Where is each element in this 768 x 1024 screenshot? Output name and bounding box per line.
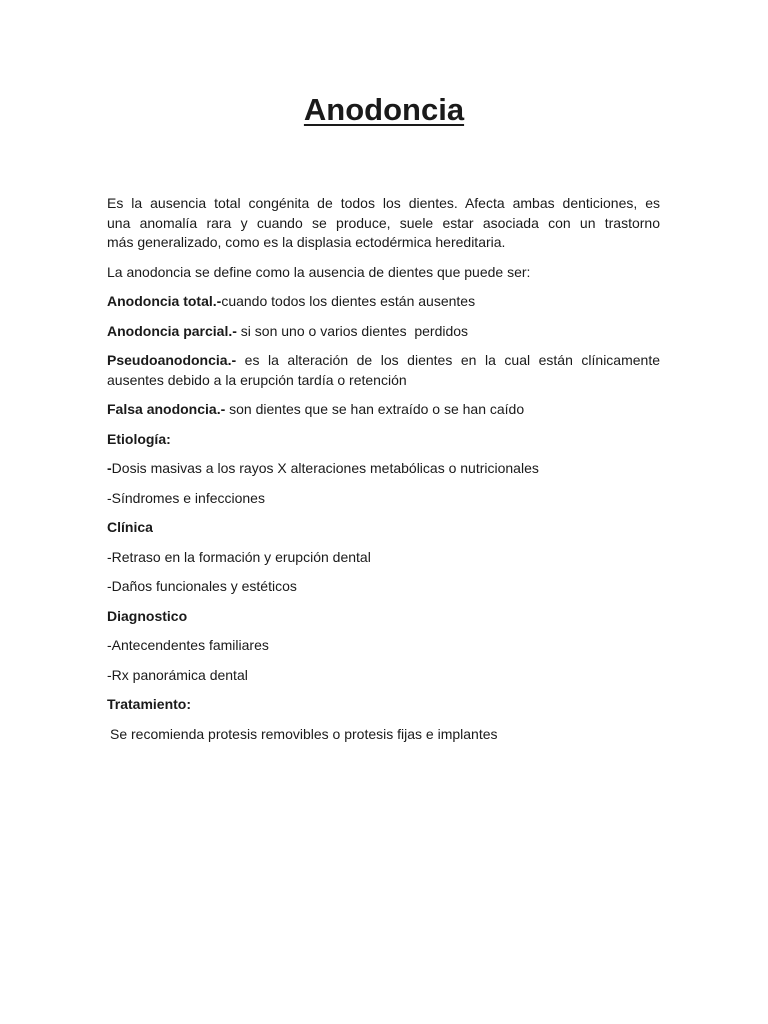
- page-title: Anodoncia: [303, 92, 465, 127]
- tratamiento-heading: Tratamiento:: [107, 696, 192, 712]
- type-pseudo-term: Pseudoanodoncia.-: [107, 352, 237, 368]
- type-parcial-text: si son uno o varios dientes perdidos: [236, 322, 469, 339]
- intro-line-2: una anomalía rara y cuando se produce, suele estar asociada con un trastorno: [107, 214, 660, 231]
- intro-line-1: Es la ausencia total congénita de todos los dientes. Afecta ambas denticiones, es: [107, 195, 660, 211]
- intro-paragraph: [107, 194, 660, 253]
- type-falsa-paragraph: [107, 400, 660, 420]
- etiologia-item-1: [107, 459, 660, 479]
- etiologia-item-2: -Síndromes e infecciones: [107, 489, 265, 506]
- type-pseudo-line-1: [107, 351, 660, 371]
- clinica-item-1: -Retraso en la formación y erupción dental: [107, 548, 371, 565]
- clinica-item-2: -Daños funcionales y estéticos: [107, 578, 297, 594]
- type-pseudo-paragraph: [107, 351, 660, 390]
- type-total-paragraph: [107, 292, 660, 312]
- type-parcial-paragraph: [107, 322, 660, 342]
- diagnostico-item-2: -Rx panorámica dental: [107, 666, 248, 683]
- etiologia-item-1-text: Dosis masivas a los rayos X alteraciones metabólicas o nutricionales: [111, 460, 539, 476]
- type-falsa-text: son dientes que se han extraído o se han caído: [225, 401, 525, 417]
- type-pseudo-text-1: es la alteración de los dientes en la cual están clínicamente: [236, 352, 660, 368]
- tratamiento-text: Se recomienda protesis removibles o protesis fijas e implantes: [110, 725, 498, 742]
- document-body: [107, 194, 660, 754]
- diagnostico-item-1: -Antecendentes familiares: [107, 637, 269, 653]
- type-total-text: cuando todos los dientes están ausentes: [221, 293, 476, 309]
- type-pseudo-text-2: ausentes debido a la erupción tardía o retención: [107, 371, 407, 388]
- etiologia-item-1-dash: -: [107, 460, 112, 476]
- type-falsa-term: Falsa anodoncia.-: [107, 401, 226, 417]
- definition-paragraph: La anodoncia se define como la ausencia de dientes que puede ser:: [107, 263, 531, 280]
- clinica-heading: Clínica: [107, 519, 153, 535]
- etiologia-heading: Etiología:: [107, 430, 171, 447]
- type-parcial-term: Anodoncia parcial.-: [107, 322, 237, 339]
- intro-line-3: más generalizado, como es la displasia ectodérmica hereditaria.: [107, 234, 506, 250]
- diagnostico-heading: Diagnostico: [107, 607, 188, 624]
- type-total-term: Anodoncia total.-: [107, 293, 222, 309]
